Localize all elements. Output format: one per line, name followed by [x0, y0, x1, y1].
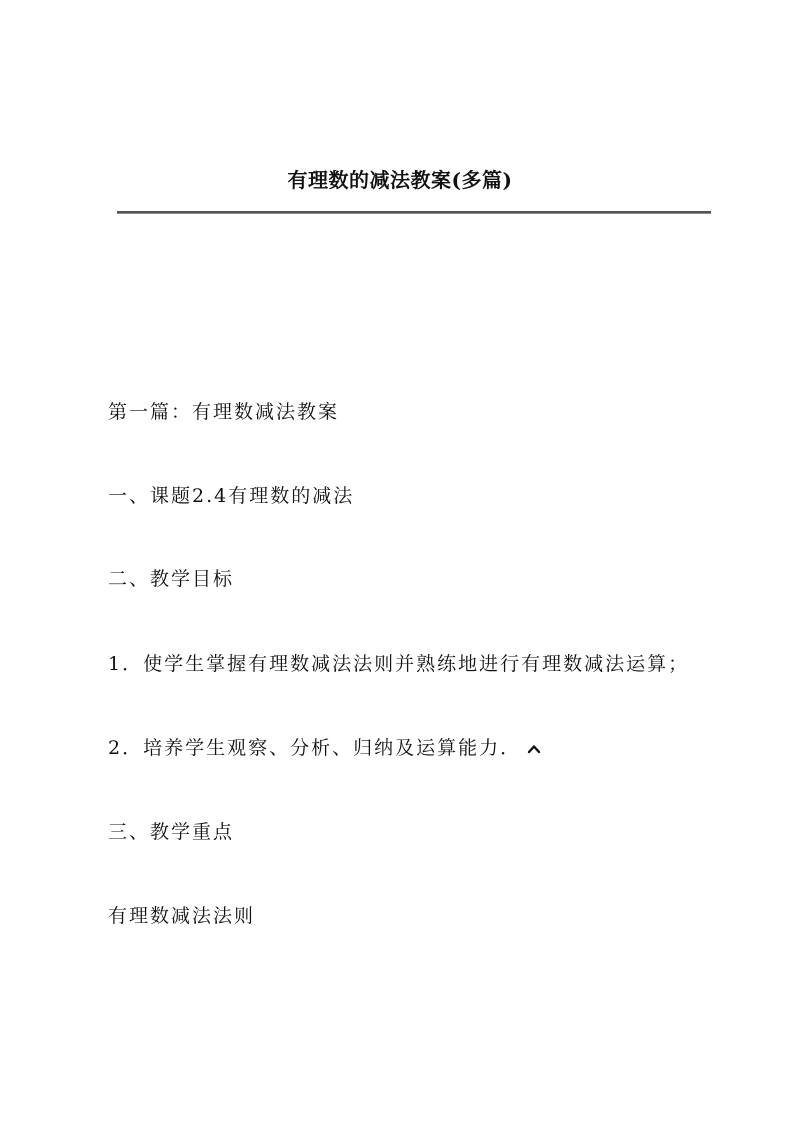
- key-point-text: 有理数减法法则: [108, 905, 256, 927]
- title-divider: [117, 211, 711, 214]
- section-heading-objectives: 二、教学目标: [108, 568, 235, 590]
- objective-item-2: [108, 736, 541, 760]
- section-heading-part-one: 第一篇：有理数减法教案: [108, 401, 340, 423]
- document-title: 有理数的减法教案(多篇): [287, 168, 513, 192]
- objective-item-1: 1．使学生掌握有理数减法法则并熟练地进行有理数减法运算；: [108, 653, 690, 675]
- section-heading-key-points: 三、教学重点: [108, 821, 235, 843]
- lesson-topic: 一、课题2.4有理数的减法: [108, 485, 355, 507]
- chevron-up-icon[interactable]: [527, 742, 541, 756]
- objective-item-2-text: 2．培养学生观察、分析、归纳及运算能力．: [108, 737, 522, 759]
